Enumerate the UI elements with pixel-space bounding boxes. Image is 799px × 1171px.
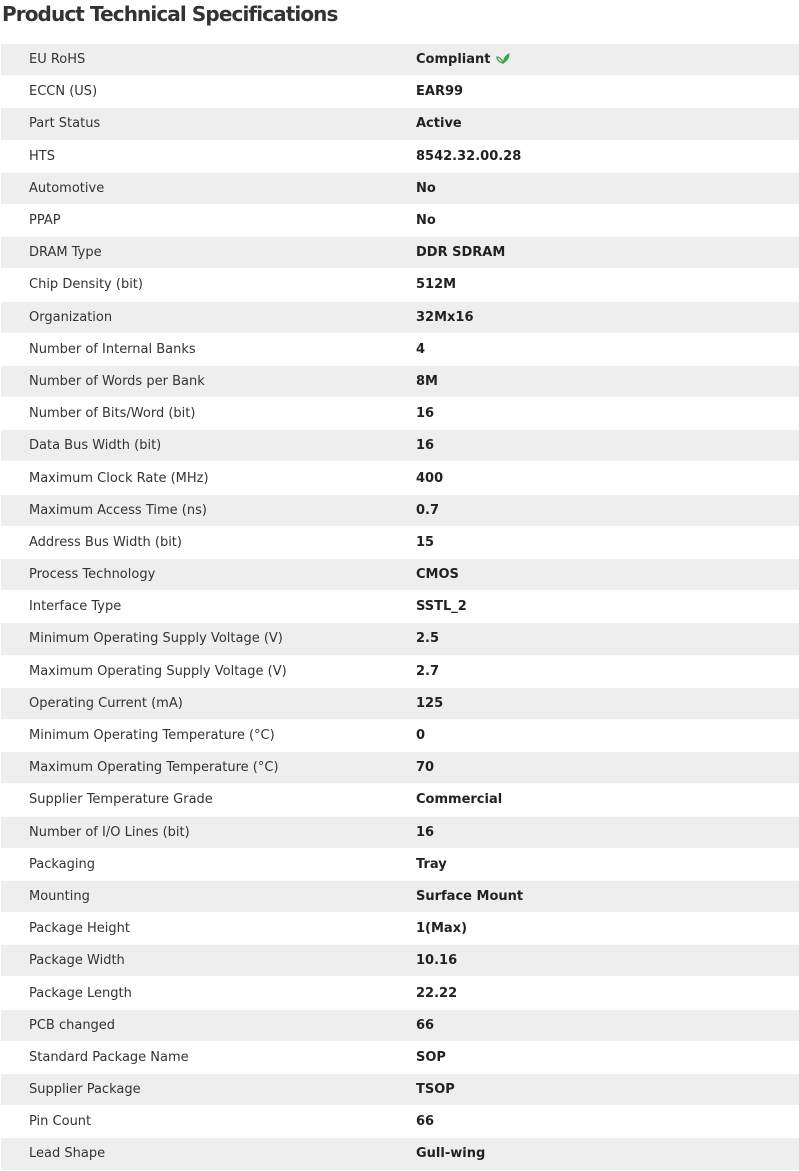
spec-value: Gull-wing: [416, 1146, 486, 1162]
spec-value-cell: [416, 559, 799, 591]
spec-label: PPAP: [1, 204, 416, 236]
spec-row: [1, 269, 799, 301]
spec-label: Supplier Temperature Grade: [1, 784, 416, 816]
spec-value: 0.7: [416, 502, 440, 518]
spec-value-cell: [416, 462, 799, 494]
spec-row: [1, 44, 799, 76]
spec-value-cell: [416, 1041, 799, 1073]
spec-label: Process Technology: [1, 559, 416, 591]
spec-value: 8542.32.00.28: [416, 148, 522, 164]
spec-row: [1, 719, 799, 751]
spec-value: Compliant: [416, 52, 491, 68]
spec-label: Maximum Operating Supply Voltage (V): [1, 655, 416, 687]
spec-value: 1(Max): [416, 921, 468, 937]
spec-label: Number of Bits/Word (bit): [1, 398, 416, 430]
spec-row: [1, 623, 799, 655]
spec-label: Mounting: [1, 880, 416, 912]
spec-label: Maximum Clock Rate (MHz): [1, 462, 416, 494]
spec-row: [1, 237, 799, 269]
spec-row: [1, 752, 799, 784]
spec-value-cell: [416, 1009, 799, 1041]
spec-value-cell: [416, 526, 799, 558]
spec-row: [1, 301, 799, 333]
spec-label: Number of I/O Lines (bit): [1, 816, 416, 848]
spec-value: Active: [416, 116, 462, 132]
spec-value: No: [416, 213, 436, 229]
spec-label: Packaging: [1, 848, 416, 880]
spec-value: TSOP: [416, 1082, 455, 1098]
spec-value-cell: [416, 687, 799, 719]
spec-row: [1, 913, 799, 945]
spec-label: Maximum Access Time (ns): [1, 494, 416, 526]
spec-value-cell: [416, 591, 799, 623]
spec-row: [1, 140, 799, 172]
spec-value: SSTL_2: [416, 599, 467, 615]
spec-label: Part Status: [1, 108, 416, 140]
spec-value: 22.22: [416, 985, 458, 1001]
spec-label: Data Bus Width (bit): [1, 430, 416, 462]
spec-row: [1, 365, 799, 397]
spec-row: [1, 76, 799, 108]
spec-value: No: [416, 180, 436, 196]
spec-label: HTS: [1, 140, 416, 172]
spec-value-cell: [416, 1106, 799, 1138]
spec-value-cell: [416, 76, 799, 108]
spec-row: [1, 816, 799, 848]
spec-value-cell: [416, 365, 799, 397]
spec-value-cell: [416, 398, 799, 430]
spec-row: [1, 1041, 799, 1073]
spec-value-cell: [416, 752, 799, 784]
spec-value: 125: [416, 695, 444, 711]
spec-value: 0: [416, 728, 426, 744]
spec-value-cell: [416, 623, 799, 655]
spec-label: Maximum Operating Temperature (°C): [1, 752, 416, 784]
spec-row: [1, 977, 799, 1009]
spec-row: [1, 333, 799, 365]
spec-row: [1, 1138, 799, 1170]
spec-value-cell: [416, 1074, 799, 1106]
spec-label: Minimum Operating Supply Voltage (V): [1, 623, 416, 655]
spec-table: [1, 44, 799, 1171]
spec-value: 8M: [416, 373, 438, 389]
spec-value-cell: [416, 108, 799, 140]
spec-label: Package Length: [1, 977, 416, 1009]
spec-label: Supplier Package: [1, 1074, 416, 1106]
spec-value-cell: [416, 719, 799, 751]
spec-label: Chip Density (bit): [1, 269, 416, 301]
spec-row: [1, 1074, 799, 1106]
spec-label: Interface Type: [1, 591, 416, 623]
spec-value: 2.5: [416, 631, 440, 647]
spec-value: 10.16: [416, 953, 458, 969]
spec-row: [1, 687, 799, 719]
spec-row: [1, 526, 799, 558]
spec-row: [1, 591, 799, 623]
spec-value-cell: [416, 1138, 799, 1170]
spec-value: 4: [416, 341, 426, 357]
spec-row: [1, 945, 799, 977]
spec-row: [1, 430, 799, 462]
spec-row: [1, 784, 799, 816]
spec-value-cell: [416, 816, 799, 848]
spec-row: [1, 559, 799, 591]
spec-value: 70: [416, 760, 435, 776]
spec-value: 32Mx16: [416, 309, 474, 325]
spec-value-cell: [416, 848, 799, 880]
spec-label: Pin Count: [1, 1106, 416, 1138]
spec-value: 16: [416, 824, 435, 840]
spec-value-cell: [416, 784, 799, 816]
spec-label: Organization: [1, 301, 416, 333]
spec-label: ECCN (US): [1, 76, 416, 108]
spec-value-cell: [416, 269, 799, 301]
spec-label: Package Height: [1, 913, 416, 945]
spec-label: PCB changed: [1, 1009, 416, 1041]
spec-value-cell: [416, 301, 799, 333]
spec-value: 400: [416, 470, 444, 486]
spec-label: EU RoHS: [1, 44, 416, 76]
spec-label: Address Bus Width (bit): [1, 526, 416, 558]
spec-row: [1, 1106, 799, 1138]
spec-value-cell: [416, 655, 799, 687]
spec-value-cell: [416, 913, 799, 945]
spec-value: SOP: [416, 1049, 446, 1065]
spec-label: Minimum Operating Temperature (°C): [1, 719, 416, 751]
spec-value: 16: [416, 406, 435, 422]
spec-row: [1, 494, 799, 526]
spec-value: 66: [416, 1114, 435, 1130]
spec-value: 16: [416, 438, 435, 454]
spec-value-cell: [416, 430, 799, 462]
spec-value: Tray: [416, 856, 447, 872]
spec-value: Surface Mount: [416, 888, 524, 904]
spec-value-cell: [416, 333, 799, 365]
spec-value-cell: [416, 494, 799, 526]
spec-label: Number of Words per Bank: [1, 365, 416, 397]
spec-value-cell: [416, 977, 799, 1009]
leaf-icon: [496, 52, 510, 64]
spec-value-cell: [416, 172, 799, 204]
spec-label: Automotive: [1, 172, 416, 204]
spec-value: EAR99: [416, 84, 464, 100]
spec-value: 2.7: [416, 663, 440, 679]
page-title: Product Technical Specifications: [2, 2, 338, 26]
spec-row: [1, 462, 799, 494]
spec-value: CMOS: [416, 567, 459, 583]
spec-label: Operating Current (mA): [1, 687, 416, 719]
spec-row: [1, 1009, 799, 1041]
spec-value-cell: [416, 204, 799, 236]
spec-value: DDR SDRAM: [416, 245, 506, 261]
spec-label: DRAM Type: [1, 237, 416, 269]
spec-value-cell: [416, 237, 799, 269]
spec-value: Commercial: [416, 792, 503, 808]
spec-row: [1, 880, 799, 912]
spec-row: [1, 204, 799, 236]
spec-value: 512M: [416, 277, 457, 293]
spec-row: [1, 172, 799, 204]
spec-label: Package Width: [1, 945, 416, 977]
spec-label: Standard Package Name: [1, 1041, 416, 1073]
spec-label: Lead Shape: [1, 1138, 416, 1170]
spec-row: [1, 108, 799, 140]
spec-label: Number of Internal Banks: [1, 333, 416, 365]
spec-value-cell: [416, 140, 799, 172]
spec-row: [1, 655, 799, 687]
spec-value-cell: [416, 945, 799, 977]
spec-table-body: [1, 44, 799, 1170]
spec-value: 66: [416, 1017, 435, 1033]
spec-row: [1, 848, 799, 880]
spec-row: [1, 398, 799, 430]
spec-value: 15: [416, 534, 435, 550]
spec-value-cell: [416, 880, 799, 912]
spec-value-cell: [416, 44, 799, 76]
